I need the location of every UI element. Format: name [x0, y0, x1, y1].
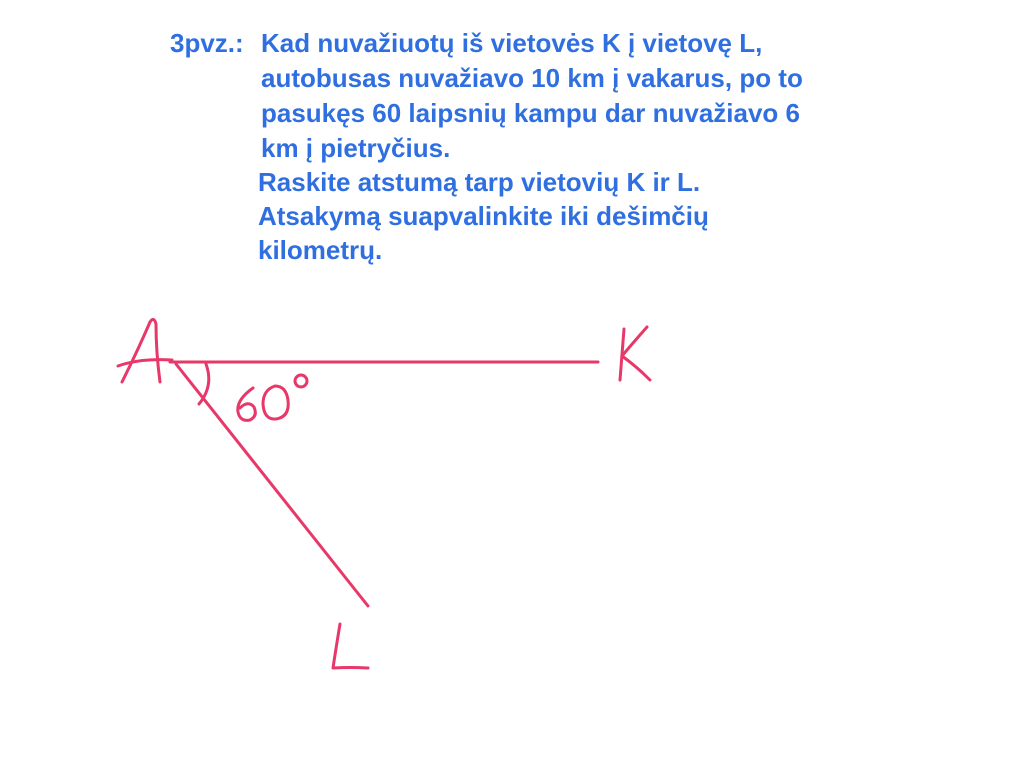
vertex-k-text: K [619, 339, 647, 388]
vertex-a-text: A [133, 343, 163, 392]
problem-line-3: pasukęs 60 laipsnių kampu dar nuvažiavo 6 [261, 98, 800, 128]
problem-line-2: autobusas nuvažiavo 10 km į vakarus, po to [261, 63, 803, 93]
problem-line-1: Kad nuvažiuotų iš vietovės K į vietovę L, [261, 28, 763, 58]
vertex-a-label [118, 319, 172, 392]
angle-label [233, 375, 307, 430]
problem-line-5: Raskite atstumą tarp vietovių K ir L. [258, 167, 701, 197]
example-number: 3pvz.: [170, 28, 244, 58]
problem-line-4: km į pietryčius. [261, 133, 451, 163]
problem-line-6: Atsakymą suapvalinkite iki dešimčių [258, 201, 709, 231]
vertex-l-text: L [338, 629, 362, 678]
vertex-k-label [619, 327, 650, 388]
vertex-l-label [333, 624, 368, 678]
angle-arc [199, 364, 209, 404]
angle-label-text: 60° [232, 384, 304, 430]
problem-line-7: kilometrų. [258, 235, 383, 265]
